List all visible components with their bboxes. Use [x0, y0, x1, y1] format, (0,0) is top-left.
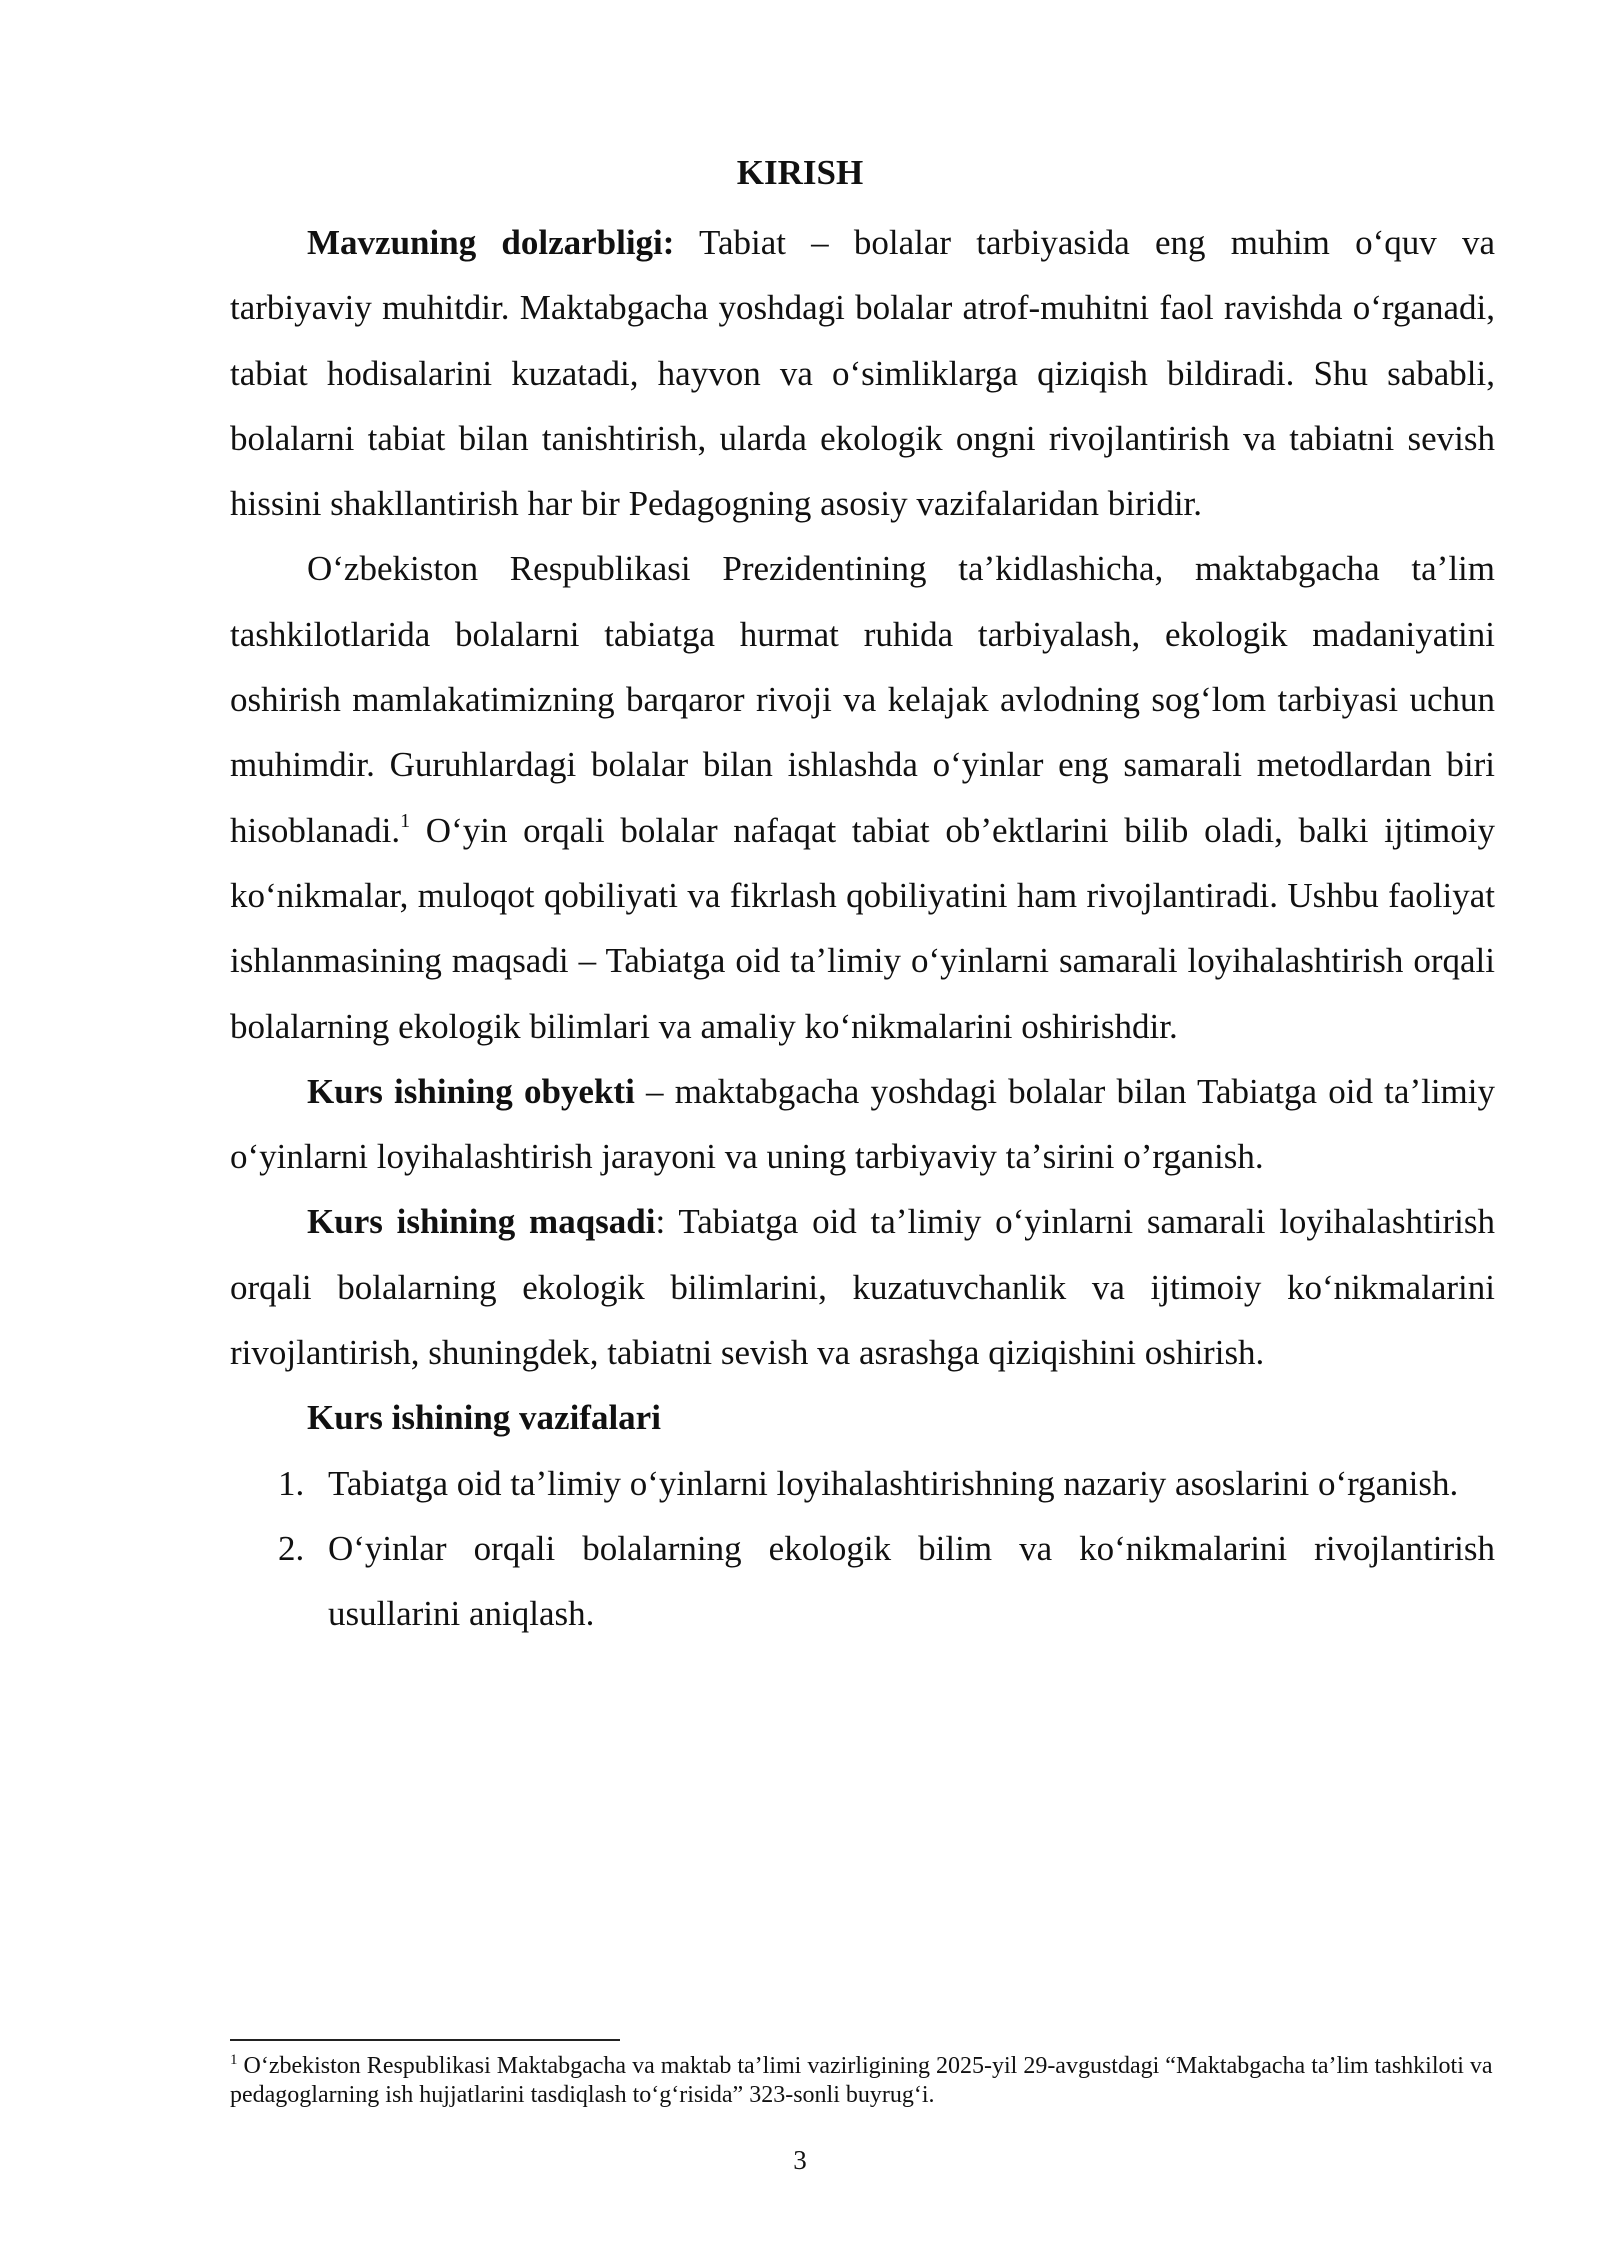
president-text-part1: Oʻzbekiston Respublikasi Prezidentining taʼkidlashicha, maktabgacha taʼlim tashkilotlarida bolalarni tabiatga hurmat ruhida tarbiyalash, ekologik madaniyatini oshirish mamlakatimizning barqaror rivoji va kelajak avlodning sogʻlom tarbiyasi uchun muhimdir. Guruhlardagi bolalar bilan ishlashda oʻyinlar eng samarali metodlardan biri hisoblanadi. [230, 549, 1495, 850]
task-item-1 [230, 1451, 1495, 1516]
relevance-text: Tabiat – bolalar tarbiyasida eng muhim oʻquv va tarbiyaviy muhitdir. Maktabgacha yoshdagi bolalar atrof-muhitni faol ravishda oʻrganadi, tabiat hodisalarini kuzatadi, hayvon va oʻsimliklarga qiziqish bildiradi. Shu sababli, bolalarni tabiat bilan tanishtirish, ularda ekologik ongni rivojlantirish va tabiatni sevish hissini shakllantirish har bir Pedagogning asosiy vazifalaridan biridir. [230, 223, 1495, 524]
paragraph-goal [230, 1189, 1495, 1385]
paragraph-president [230, 536, 1495, 1058]
task-text-1: Tabiatga oid taʼlimiy oʻyinlarni loyihalashtirishning nazariy asoslarini oʻrganish. [328, 1463, 1459, 1503]
task-text-2: Oʻyinlar orqali bolalarning ekologik bilim va koʻnikmalarini rivojlantirish usullarini aniqlash. [328, 1528, 1495, 1634]
footnote [230, 2052, 1495, 2110]
footnote-number: 1 [230, 2052, 238, 2068]
paragraph-object [230, 1059, 1495, 1190]
goal-label: Kurs ishining maqsadi [307, 1202, 656, 1242]
president-text-part2: Oʻyin orqali bolalar nafaqat tabiat obʼektlarini bilib oladi, balki ijtimoiy koʻnikmalar, muloqot qobiliyati va fikrlash qobiliyatini ham rivojlantiradi. Ushbu faoliyat ishlanmasining maqsadi – Tabiatga oid taʼlimiy oʻyinlarni samarali loyihalashtirish orqali bolalarning ekologik bilimlari va amaliy koʻnikmalarini oshirishdir. [230, 810, 1495, 1046]
relevance-label: Mavzuning dolzarbligi: [307, 223, 675, 262]
object-label: Kurs ishining obyekti [307, 1071, 635, 1111]
body-text [230, 210, 1495, 1647]
footnote-text: Oʻzbekiston Respublikasi Maktabgacha va maktab taʼlimi vazirligining 2025-yil 29-avgustdagi “Maktabgacha taʼlim tashkiloti va pedagoglarning ish hujjatlarini tasdiqlash toʻgʻrisida” 323-sonli buyrugʻi. [230, 2053, 1493, 2108]
task-number-1: 1. [278, 1463, 305, 1503]
footnote-reference[interactable]: 1 [400, 810, 411, 833]
goal-text: : Tabiatga oid taʼlimiy oʻyinlarni samarali loyihalashtirish orqali bolalarning ekologik bilimlarini, kuzatuvchanlik va ijtimoiy koʻnikmalarini rivojlantirish, shuningdek, tabiatni sevish va asrashga qiziqishini oshirish. [230, 1202, 1496, 1373]
object-text: – maktabgacha yoshdagi bolalar bilan Tabiatga oid taʼlimiy oʻyinlarni loyihalashtirish jarayoni va uning tarbiyaviy taʼsirini o’rganish. [230, 1071, 1495, 1177]
section-title: KIRISH [736, 153, 864, 192]
page-number: 3 [793, 2145, 807, 2175]
task-number-2: 2. [278, 1528, 305, 1568]
task-item-2 [230, 1516, 1495, 1647]
paragraph-relevance [230, 210, 1495, 536]
tasks-heading: Kurs ishining vazifalari [307, 1398, 661, 1438]
footnote-separator [230, 2039, 620, 2041]
